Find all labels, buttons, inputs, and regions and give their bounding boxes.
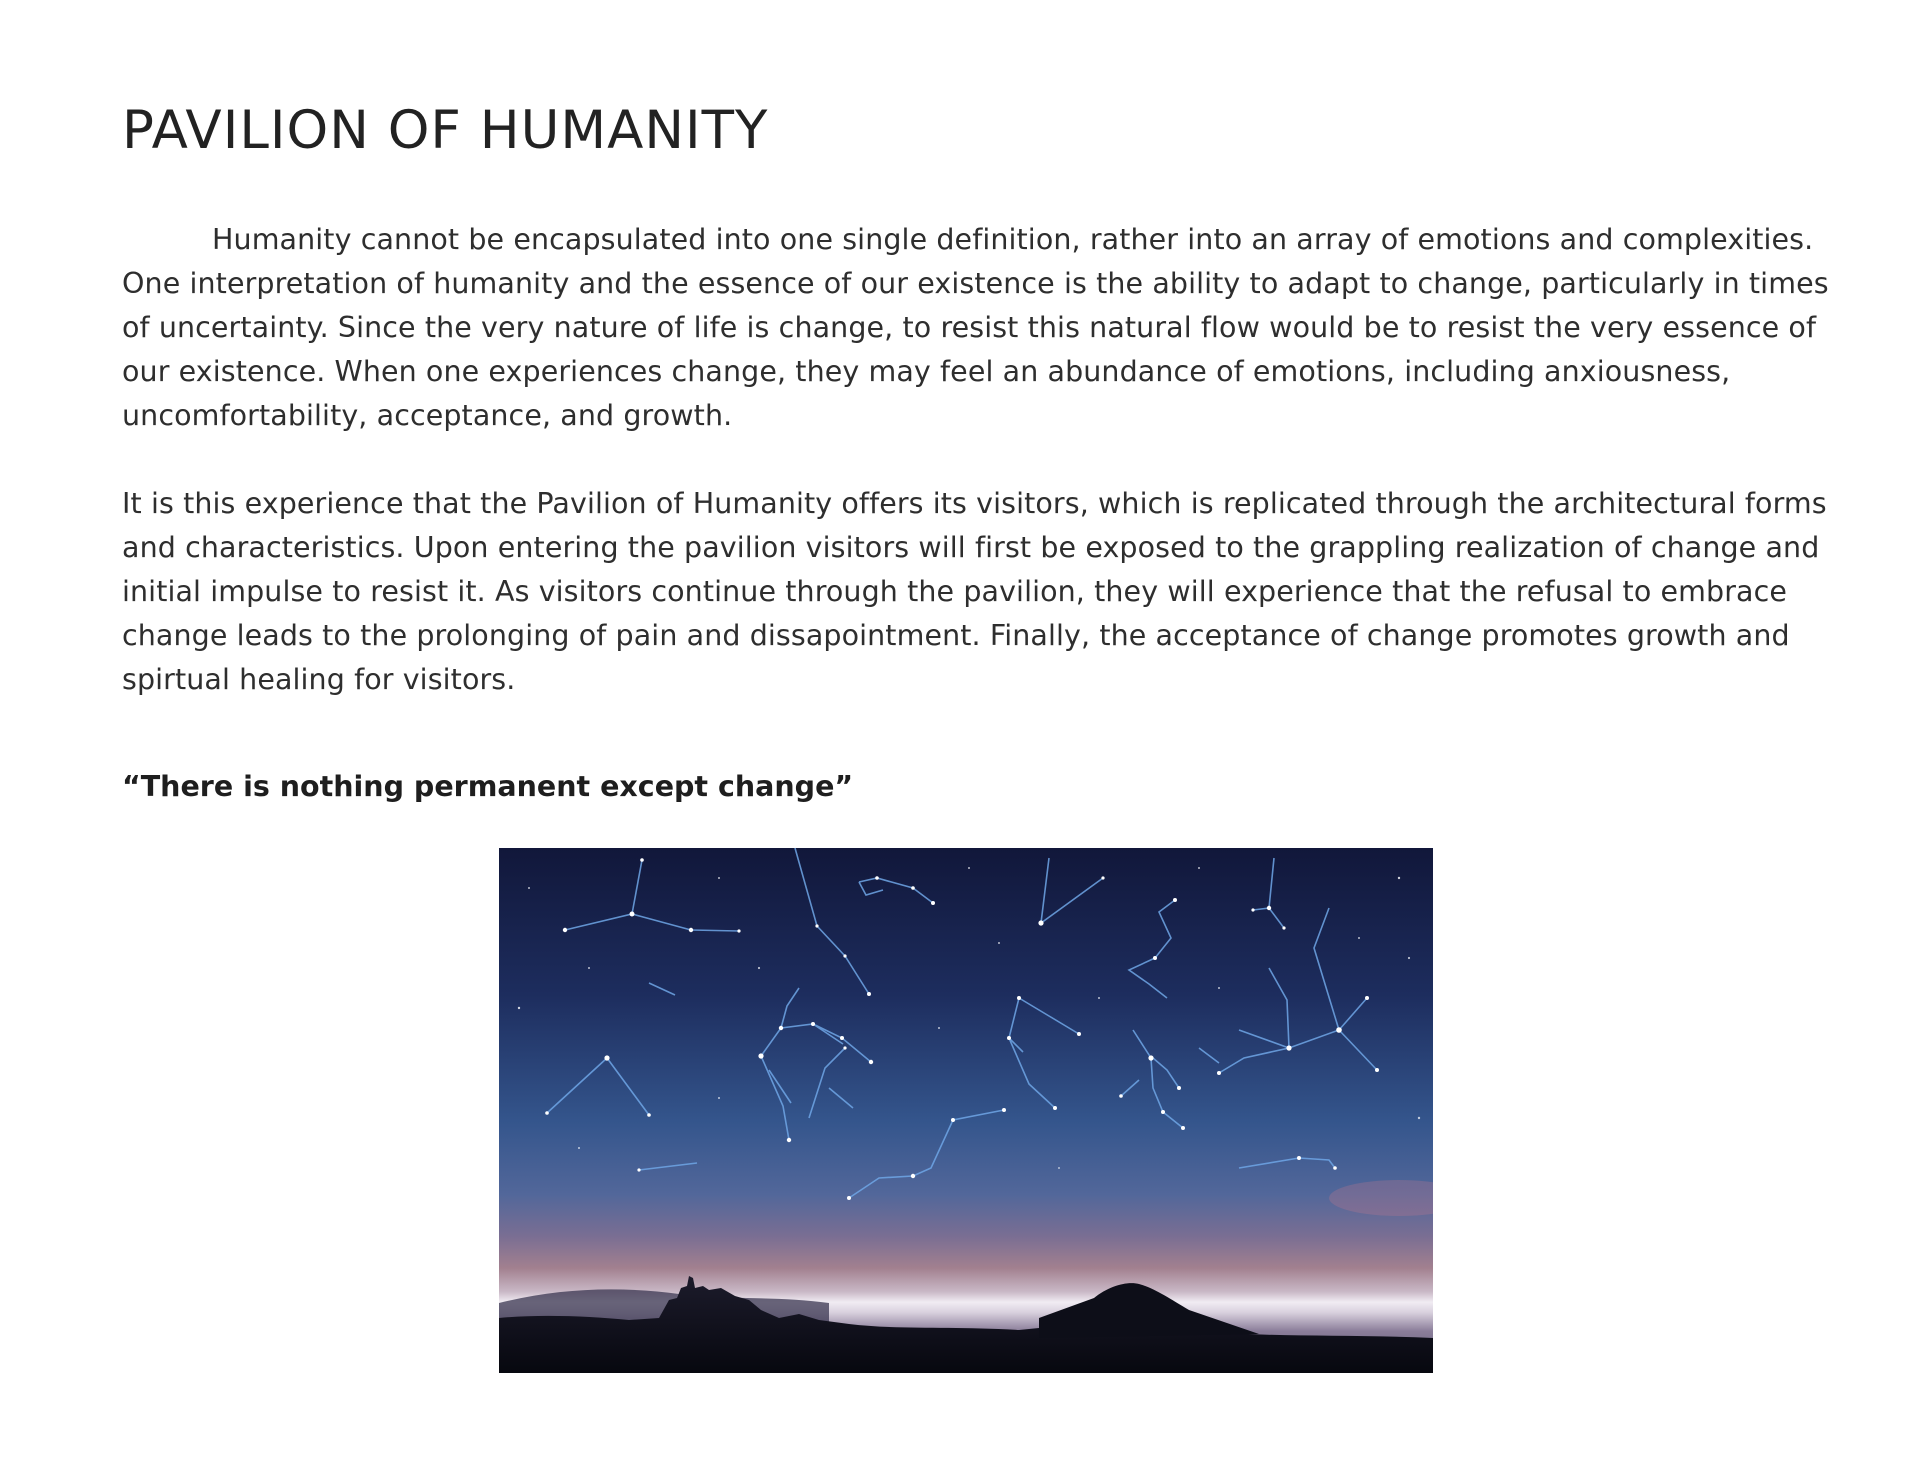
intro-paragraph: Humanity cannot be encapsulated into one single definition, rather into an array of emotions and complexities. One interpretation of humanity and the essence of our existence is the ability to adapt to change, particularly in times of uncertainty. Since the very nature of life is change, to resist this natural flow would be to resist the very essence of our existence. When one experiences change, they may feel an abundance of emotions, including anxiousness, uncomfortability, acceptance, and growth.: [122, 223, 1829, 432]
quote: “There is nothing permanent except change”: [122, 770, 854, 803]
page-title: PAVILION OF HUMANITY: [122, 100, 769, 161]
constellation-sky-image: [499, 848, 1433, 1373]
experience-paragraph: It is this experience that the Pavilion of Humanity offers its visitors, which is replicated through the architectural forms and characteristics. Upon entering the pavilion visitors will first be exposed to the grappling realization of change and initial impulse to resist it. As visitors continue through the pavilion, they will experience that the refusal to embrace change leads to the prolonging of pain and dissapointment. Finally, the acceptance of change promotes growth and spirtual healing for visitors.: [122, 487, 1827, 696]
